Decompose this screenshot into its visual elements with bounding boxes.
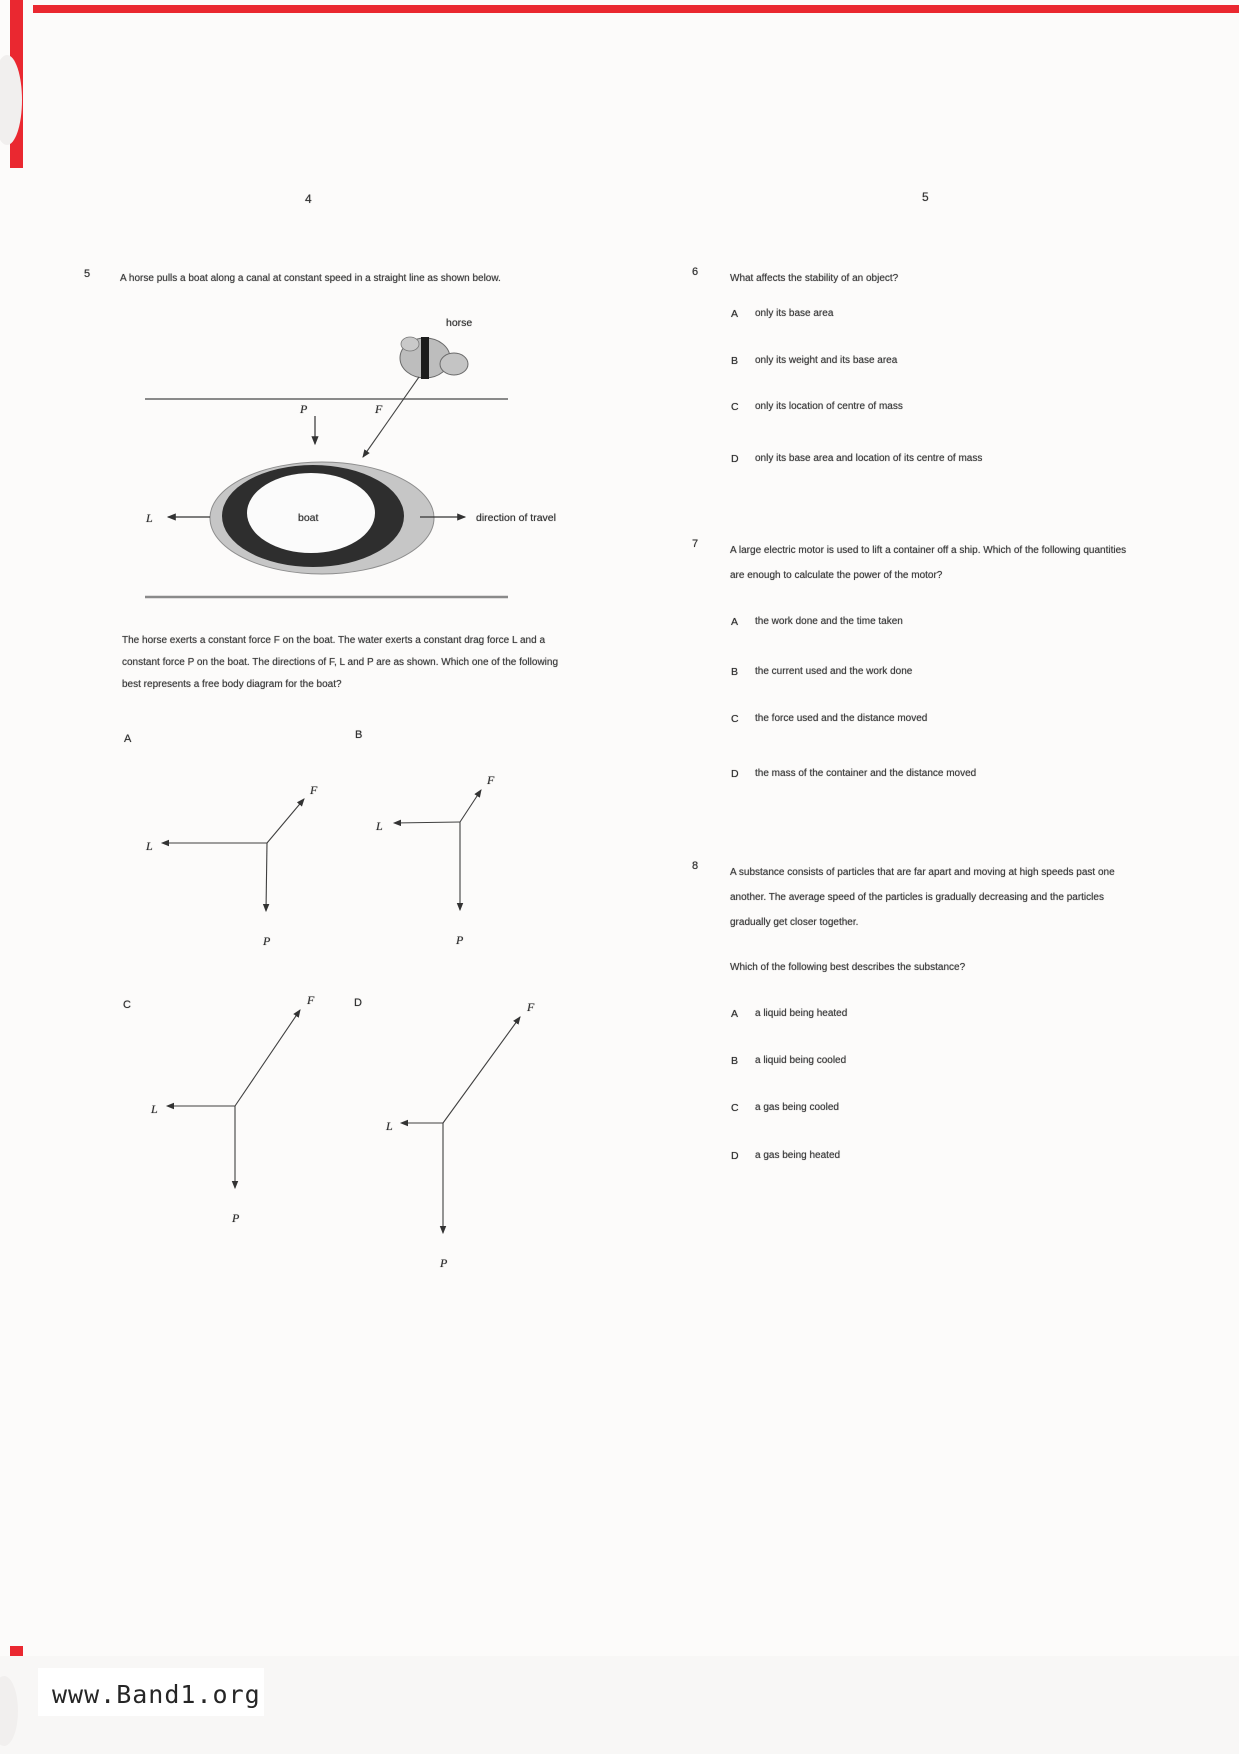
- force-l-label: L: [146, 511, 153, 525]
- q6-option-d-text: only its base area and location of its centre of mass: [755, 453, 983, 464]
- q8-option-d-letter: D: [731, 1150, 739, 1162]
- q7-option-c: [731, 713, 927, 725]
- fbd-c-p-label: P: [232, 1211, 240, 1225]
- q7-option-a-letter: A: [731, 616, 739, 628]
- fbd-c-force-f-arrow: [235, 1010, 300, 1106]
- fbd-b-force-l-arrow: [394, 822, 460, 823]
- q8-option-a-letter: A: [731, 1008, 739, 1020]
- fbd-c-f-label: F: [307, 993, 315, 1007]
- horse-figure: [400, 337, 468, 379]
- q6-option-a: [731, 308, 833, 320]
- horse-harness-band: [421, 337, 429, 379]
- q6-option-a-text: only its base area: [755, 308, 834, 319]
- fbd-b-l-label: L: [376, 819, 383, 833]
- q6-option-c: [731, 401, 903, 413]
- q5-free-body-options: [110, 720, 570, 1290]
- fbd-a: [162, 799, 304, 911]
- q8-option-a-text: a liquid being heated: [755, 1008, 848, 1019]
- q8-option-b: [731, 1055, 846, 1067]
- q6-option-b: [731, 355, 897, 367]
- q6-option-d-letter: D: [731, 453, 739, 465]
- q5-body-text: The horse exerts a constant force F on the boat. The water exerts a constant drag force L and a constant force P on the boat. The directions of F, L and P are as shown. Which one of the following best represents a free body diagram for the boat?: [122, 635, 559, 690]
- boat-figure: [210, 462, 434, 574]
- scan-red-top-line: [33, 5, 1239, 13]
- q7-option-c-letter: C: [731, 713, 739, 725]
- fbd-b-force-f-arrow: [460, 790, 481, 822]
- fbd-d-l-label: L: [386, 1119, 393, 1133]
- q7-option-d-text: the mass of the container and the distance moved: [755, 768, 977, 779]
- q8-option-d-text: a gas being heated: [755, 1150, 841, 1161]
- force-f-label: F: [375, 402, 383, 416]
- q8-option-c-text: a gas being cooled: [755, 1102, 839, 1113]
- fbd-a-force-f-arrow: [267, 799, 304, 843]
- page-number-left: 4: [305, 192, 312, 206]
- q8-option-b-text: a liquid being cooled: [755, 1055, 847, 1066]
- q8-option-c-letter: C: [731, 1102, 739, 1114]
- fbd-a-l-label: L: [146, 839, 153, 853]
- q6-option-c-text: only its location of centre of mass: [755, 401, 903, 412]
- fbd-b-f-label: F: [487, 773, 495, 787]
- fbd-d-force-f-arrow: [443, 1017, 520, 1123]
- boat-label: boat: [298, 512, 319, 524]
- q7-option-b: [731, 666, 912, 678]
- q8-number: 8: [692, 860, 699, 872]
- fbd-b: [394, 790, 481, 910]
- fbd-a-force-p-arrow: [266, 843, 267, 911]
- q5-boat-diagram: [120, 300, 580, 612]
- q7-option-a-text: the work done and the time taken: [755, 616, 903, 627]
- q5-stem: A horse pulls a boat along a canal at constant speed in a straight line as shown below.: [120, 273, 501, 284]
- q7-option-b-text: the current used and the work done: [755, 666, 913, 677]
- fbd-c-l-label: L: [151, 1102, 158, 1116]
- q7-option-a: [731, 616, 903, 628]
- q8-substem: Which of the following best describes the substance?: [730, 962, 966, 973]
- q5-option-d-letter: D: [354, 997, 362, 1009]
- q6-option-a-letter: A: [731, 308, 739, 320]
- q8-option-a: [731, 1008, 847, 1020]
- q6-stem: What affects the stability of an object?: [730, 273, 899, 284]
- q5-number: 5: [84, 268, 91, 280]
- fbd-a-p-label: P: [263, 934, 271, 948]
- fbd-a-f-label: F: [310, 783, 318, 797]
- q7-option-c-text: the force used and the distance moved: [755, 713, 928, 724]
- q5-option-c-letter: C: [123, 999, 131, 1011]
- watermark-url: www.Band1.org: [52, 1680, 261, 1709]
- direction-of-travel-label: direction of travel: [476, 512, 556, 524]
- fbd-d: [401, 1017, 520, 1233]
- q8-option-d: [731, 1150, 840, 1162]
- q7-option-d: [731, 768, 976, 780]
- force-p-label: P: [300, 402, 308, 416]
- fbd-c: [167, 1010, 300, 1188]
- fbd-d-p-label: P: [440, 1256, 448, 1270]
- q6-number: 6: [692, 266, 699, 278]
- q8-option-c: [731, 1102, 839, 1114]
- rope-force-f-line: [363, 377, 419, 457]
- fbd-b-p-label: P: [456, 933, 464, 947]
- q8-stem: A substance consists of particles that are far apart and moving at high speeds past one another. The average speed of the particles is gradually decreasing and the particles gradually get closer together.: [730, 867, 1115, 928]
- q6-option-b-text: only its weight and its base area: [755, 355, 898, 366]
- q6-option-d: [731, 453, 982, 465]
- q5-option-b-letter: B: [355, 729, 363, 741]
- q6-option-c-letter: C: [731, 401, 739, 413]
- q7-option-b-letter: B: [731, 666, 739, 678]
- q5-option-a-letter: A: [124, 733, 132, 745]
- q8-option-b-letter: B: [731, 1055, 739, 1067]
- q7-number: 7: [692, 538, 699, 550]
- page-number-right: 5: [922, 190, 929, 204]
- q6-option-b-letter: B: [731, 355, 739, 367]
- q7-stem: A large electric motor is used to lift a container off a ship. Which of the following quantities are enough to calculate the power of the motor?: [730, 545, 1127, 581]
- horse-label: horse: [446, 317, 473, 329]
- fbd-d-f-label: F: [527, 1000, 535, 1014]
- q7-option-d-letter: D: [731, 768, 739, 780]
